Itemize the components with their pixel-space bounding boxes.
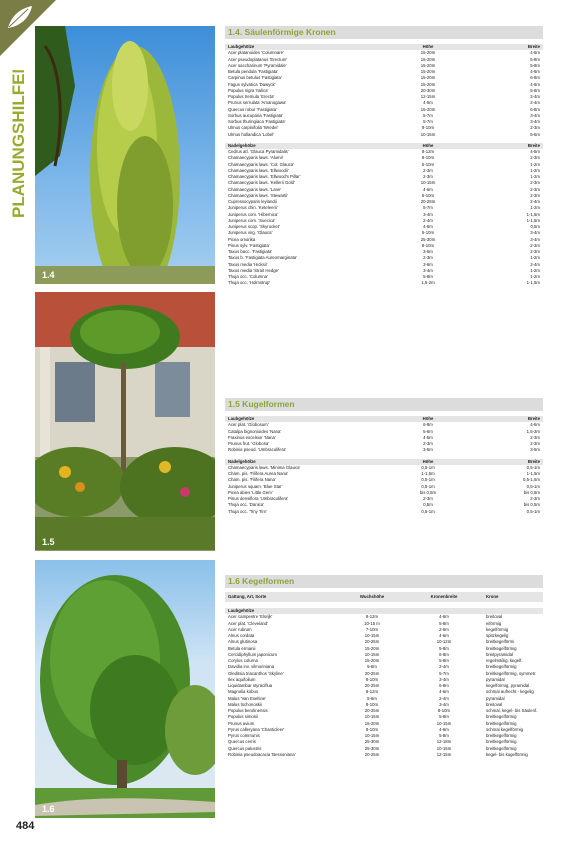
growth-height: 15-20m (364, 645, 380, 651)
crown-shape: breitpyramidal (486, 651, 513, 657)
height-value: bis 0,5m (419, 489, 437, 495)
plant-name: Ilex aquifolium (228, 676, 256, 682)
height-value: 8-10m (421, 242, 435, 248)
photo-ball-tree (35, 292, 215, 551)
photo-columnar-tree (35, 26, 215, 284)
crown-shape: schmal kegelförmig (486, 726, 524, 732)
growth-height: 10-15m (364, 633, 380, 638)
growth-height: 15-20m (364, 658, 380, 663)
growth-height: 10-15m (364, 714, 380, 720)
crown-width: 2-5m (439, 626, 449, 632)
width-value: 2-3m (530, 249, 540, 254)
header-cell: Höhe (422, 416, 434, 421)
width-value: 0,5-1m (526, 508, 540, 514)
growth-height: 20-25m (364, 751, 380, 757)
width-value: 4-5m (530, 149, 540, 154)
width-value: 3-4m (530, 230, 540, 236)
plant-name: Davidia inv. vilmoriniana (228, 664, 275, 670)
crown-shape: breitkegelförmig, symmetr. (486, 670, 537, 676)
crown-shape: breitkegelförmig (486, 645, 517, 651)
width-value: 1-2m (530, 267, 540, 273)
crown-width: 5-8m (439, 620, 449, 626)
plant-name: Picea omorika (228, 236, 256, 242)
crown-width: 5-8m (439, 658, 449, 663)
header-cell: Wuchshöhe (359, 594, 385, 599)
crown-shape: kegelförmig (486, 626, 509, 632)
growth-height: 10-15m (364, 651, 380, 657)
header-cell: Nadelgehölze (228, 142, 256, 148)
plant-name: Robinia pseud. 'Umbraculifera' (228, 447, 287, 453)
plant-name: Malus tschonoskii (228, 701, 262, 707)
plant-name: Chamaecyparis laws. 'Alumii' (228, 155, 284, 161)
crown-shape: breitoval (486, 614, 503, 620)
side-title-text: PLANUNGSHILFEN (9, 70, 28, 218)
height-value: 3-6m (423, 261, 433, 267)
growth-height: 20-25m (364, 708, 380, 713)
growth-height: 25-30m (364, 739, 380, 745)
height-value: 20-30m (420, 87, 436, 93)
side-title (2, 70, 32, 220)
height-value: 0,5-1m (421, 483, 435, 489)
plant-name: Taxus media 'Hicksii' (228, 261, 268, 267)
section-saeulenfoermige-kronen (225, 26, 543, 287)
plant-name: Thuja occ. 'Holmstrup' (228, 280, 271, 286)
width-value: 1-2m (530, 274, 540, 279)
plant-name: Robinia pseudoacacia 'Bessoniana' (228, 751, 296, 757)
crown-shape: breitkegelförmig (486, 720, 517, 726)
table-row (225, 509, 543, 515)
width-value: 2-4m (530, 199, 540, 204)
width-value: 3-5m (530, 447, 540, 453)
header-cell: Krone (486, 594, 499, 599)
table-row (225, 280, 543, 286)
plant-name: Sorbus thuringiaca 'Fastigiata' (228, 119, 286, 124)
height-value: 5-10m (421, 192, 435, 198)
width-value: 2-3m (530, 192, 540, 198)
group-label-text: Laubgehölze (228, 608, 255, 613)
plant-name: Alnus cordata (228, 633, 255, 638)
crown-width: 10-15m (436, 720, 452, 726)
plant-name: Betula ermanii (228, 645, 256, 651)
height-value: 4-5m (423, 100, 433, 106)
crown-shape: eiförmig (486, 620, 502, 626)
plant-name: Corylus colurna (228, 658, 258, 663)
crown-width: 10-12m (436, 639, 452, 645)
height-value: 15-20m (420, 106, 436, 112)
growth-height: 20-25m (364, 683, 380, 688)
plant-name: Juniperus virg. 'Glauca' (228, 230, 273, 236)
width-value: 4-6m (530, 81, 540, 87)
plant-name: Acer plat. 'Globosum' (228, 422, 269, 428)
crown-width: 3-4m (439, 701, 449, 707)
width-value: 3-4m (530, 119, 540, 124)
width-value: 2-3m (530, 496, 540, 501)
plant-name: Catalpa bignonioides 'Nana' (228, 428, 282, 434)
height-value: 5-6m (423, 428, 433, 434)
plant-name: Cercidiphyllum japonicum (228, 651, 277, 657)
height-value: 20-28m (420, 199, 436, 204)
growth-height: 5-6m (367, 664, 377, 670)
plant-name: Taxus bacc. 'Fastigiata' (228, 249, 273, 254)
header-cell: Laubgehölze (228, 44, 255, 49)
plant-name: Chamaecyparis laws. 'Ellwoodii' (228, 167, 289, 173)
width-value: 6-8m (530, 106, 540, 112)
width-value: 1-1,5m (526, 280, 540, 286)
width-value: 1-2m (530, 161, 540, 167)
crown-width: 4-6m (439, 689, 449, 695)
plant-name: Picea abies 'Little Gem' (228, 489, 273, 495)
header-cell: Breite (527, 416, 540, 421)
plant-name: Malus 'Van Eseltine' (228, 695, 267, 701)
photo-label: 1.5 (42, 537, 55, 547)
plant-name: Juniperus scop. 'Skyrocket' (228, 224, 280, 229)
table-body (225, 50, 543, 138)
table-laubgehoelze (225, 44, 543, 138)
plant-name: Cham. pis. 'Filifera Aurea Nana' (228, 471, 289, 476)
width-value: 2-3m (530, 125, 540, 131)
growth-height: 10-15m (364, 733, 380, 738)
plant-name: Quercus cerris (228, 739, 256, 745)
height-value: 0,5-1m (421, 464, 435, 470)
header-cell: Kronenbreite (430, 594, 458, 599)
table-body (225, 422, 543, 453)
plant-name: Gleditsia triacanthos 'Skyline' (228, 670, 284, 676)
width-value: 0,5m (530, 224, 540, 229)
header-cell: Breite (527, 44, 540, 49)
crown-width: 4-6m (439, 614, 449, 620)
height-value: 15-20m (420, 75, 436, 81)
width-value: 2-3m (530, 242, 540, 248)
table-laubgehoelze (225, 416, 543, 454)
header-cell: Laubgehölze (228, 416, 255, 421)
height-value: 25-30m (420, 236, 436, 242)
crown-shape: breitkegelförmi (486, 639, 515, 645)
crown-shape: spitzkegelig (486, 633, 509, 638)
width-value: 5-8m (530, 87, 540, 93)
height-value: 3-5m (423, 447, 433, 453)
width-value: 2-4m (530, 94, 540, 99)
plant-name: Chamaecyparis laws. 'Ellwood's Pillar' (228, 174, 301, 179)
plant-name: Acer saccharinum 'Pyramidale' (228, 62, 287, 68)
plant-name: Thuja occ. 'Danica' (228, 502, 265, 508)
height-value: 2-3m (423, 174, 433, 179)
table-row (225, 447, 543, 453)
plant-name: Pinus densiflora 'Umbraculifera' (228, 496, 289, 501)
plant-name: Prunus avium (228, 720, 255, 726)
crown-width: 12-18m (436, 739, 452, 745)
height-value: 8-10m (421, 125, 435, 131)
header-cell: Höhe (422, 44, 434, 49)
plant-name: Thuja occ. 'Columna' (228, 274, 268, 279)
photo-label: 1.6 (42, 804, 55, 814)
table-row (225, 752, 543, 758)
conical-tree-photo (35, 560, 215, 818)
height-value: 1-1,5m (421, 471, 435, 476)
height-value: 0,5-1m (421, 477, 435, 483)
section-title: 1.6 Kegelformen (225, 575, 543, 588)
plant-name: Acer rubrum (228, 626, 252, 632)
crown-shape: breitkegelförmig (486, 714, 517, 720)
height-value: 10-15m (420, 180, 436, 186)
table-body (225, 614, 543, 758)
crown-width: 10-15m (436, 745, 452, 751)
table-row (225, 132, 543, 138)
growth-height: 8-12m (365, 689, 379, 695)
growth-height: 25-30m (364, 745, 380, 751)
plant-name: Cedrus atl. 'Glauca Pyramidalis' (228, 149, 289, 154)
height-value: 8-10m (421, 155, 435, 161)
section-title: 1.5 Kugelformen (225, 398, 543, 411)
height-value: 3-4m (423, 211, 433, 217)
plant-name: Cupressocyparis leylandii (228, 199, 277, 204)
height-value: 15-20m (420, 69, 436, 74)
height-value: 2-3m (423, 255, 433, 261)
width-value: 1-2m (530, 205, 540, 211)
height-value: 2-4m (423, 217, 433, 223)
plant-name: Pyrus communis (228, 733, 260, 738)
width-value: 0,5-1m (526, 464, 540, 470)
growth-height: 8-10m (365, 701, 379, 707)
crown-shape: breitkegelförmig (486, 664, 517, 670)
width-value: 2-3m (530, 434, 540, 440)
height-value: 15-20m (420, 56, 436, 62)
section-kegelformen (225, 575, 543, 758)
plant-name: Juniperus squam. 'Blue Star' (228, 483, 283, 489)
height-value: 1,5-2m (421, 280, 435, 286)
plant-name: Acer pseudoplatanus 'Erectum' (228, 56, 288, 62)
width-value: 1-1,5m (526, 211, 540, 217)
height-value: 5-10m (421, 230, 435, 236)
crown-width: 4-6m (439, 633, 449, 638)
width-value: 1-1,5m (526, 471, 540, 476)
height-value: 12-15m (420, 94, 436, 99)
plant-name: Fagus sylvatica 'Dawyck' (228, 81, 276, 87)
width-value: 2-3m (530, 180, 540, 186)
width-value: 0,5-1,5m (523, 477, 540, 483)
height-value: 3-5m (423, 249, 433, 254)
width-value: 2-4m (530, 261, 540, 267)
plant-name: Acer plat. 'Cleveland' (228, 620, 269, 626)
crown-shape: pyramidal (486, 695, 505, 701)
table-body (225, 465, 543, 515)
width-value: 0,5-1m (526, 483, 540, 489)
plant-name: Populus simonii (228, 714, 259, 720)
crown-shape: breitkegelförmig (486, 739, 517, 745)
crown-width: 6-8m (439, 651, 449, 657)
plant-name: Chamaecyparis laws. 'Kellerii Gold' (228, 180, 295, 186)
width-value: 1-2m (530, 174, 540, 179)
growth-height: 8-10m (365, 726, 379, 732)
plant-name: Alnus glutinosa (228, 639, 258, 645)
height-value: 5-7m (423, 119, 433, 124)
width-value: 6-8m (530, 75, 540, 81)
plant-name: Populus nigra 'Italica' (228, 87, 269, 93)
photo-label: 1.4 (42, 270, 55, 280)
header-cell: Höhe (422, 458, 434, 464)
photo-conical-tree (35, 560, 215, 818)
plant-name: Chamaecyparis laws. 'Stewartii' (228, 192, 289, 198)
crown-shape: pyramidal (486, 676, 505, 682)
width-value: 4-6m (530, 69, 540, 74)
plant-name: Acer campestre 'Elsrijk' (228, 614, 273, 620)
height-value: 8-12m (421, 149, 435, 154)
width-value: bis 0,5m (523, 489, 540, 495)
plant-name: Populus tremula 'Erecta' (228, 94, 275, 99)
crown-width: 5-7m (439, 670, 449, 676)
growth-height: 8-10m (365, 676, 379, 682)
plant-name: Chamaecyparis laws. 'Lane' (228, 186, 282, 192)
header-cell: Nadelgehölze (228, 458, 256, 464)
width-value: 5-6m (530, 131, 540, 137)
plant-name: Acer platanoides 'Columnare' (228, 50, 284, 56)
height-value: 2-3m (423, 167, 433, 173)
height-value: 4-6m (423, 224, 433, 229)
plant-name: Populus berolinensis (228, 708, 268, 713)
plant-name: Betula pendula 'Fastigiata' (228, 69, 279, 74)
height-value: 2-3m (423, 441, 433, 446)
plant-name: Prunus frut. 'Globosa' (228, 441, 270, 446)
height-value: 4-6m (423, 186, 433, 192)
crown-shape: schmal, kegel- bis Säulenf. (486, 708, 538, 713)
width-value: 2-3m (530, 155, 540, 161)
plant-name: Prunus serrulata 'Amanogawa' (228, 100, 287, 106)
crown-width: 5-8m (439, 733, 449, 738)
width-value: 4-6m (530, 422, 540, 428)
growth-height: 20-25m (364, 639, 380, 645)
height-value: 0,5m (423, 502, 433, 508)
plant-name: Carpinus betulus 'Fastigiata' (228, 75, 282, 81)
plant-name: Juniperus com. 'Hibernica' (228, 211, 279, 217)
crown-shape: kegel- bis kugelförmig (486, 751, 528, 757)
crown-width: 12-15m (436, 751, 452, 757)
plant-name: Pinus sylv. 'Fastigiata' (228, 242, 270, 248)
crown-width: 6-8m (439, 683, 449, 688)
growth-height: 7-10m (365, 626, 379, 632)
growth-height: 5-6m (367, 695, 377, 701)
growth-height: 8-12m (365, 614, 379, 620)
crown-width: 4-6m (439, 726, 449, 732)
width-value: 1-2m (530, 167, 540, 173)
plant-name: Thuja occ. 'Tiny Tim' (228, 508, 267, 514)
width-value: 2-3m (530, 441, 540, 446)
header-cell: Breite (527, 142, 540, 148)
crown-width: 3-4m (439, 676, 449, 682)
plant-name: Chamaecyparis laws. 'Minima Glauca' (228, 464, 301, 470)
height-value: 10-15m (420, 131, 436, 137)
width-value: 4-6m (530, 50, 540, 56)
plant-name: Chamaecyparis laws. 'Col. Glauca' (228, 161, 295, 167)
plant-name: Pyrus calleryana 'Chanticleer' (228, 726, 285, 732)
height-value: 15-20m (420, 50, 436, 56)
plant-name: Ulmus carpinifolia 'Wredei' (228, 125, 279, 131)
width-value: bis 0,5m (523, 502, 540, 508)
table-header (225, 592, 543, 602)
crown-shape: breitoval (486, 701, 503, 707)
plant-name: Magnolia kobus (228, 689, 259, 695)
crown-width: 2-4m (439, 695, 449, 701)
plant-name: Liquidambar styraciflua (228, 683, 273, 688)
crown-shape: schmal aufrecht - kegelig (486, 689, 534, 695)
width-value: 1-1,5m (526, 217, 540, 223)
width-value: 5-8m (530, 56, 540, 62)
table-nadelgehoelze (225, 143, 543, 287)
plant-name: Juniperus com. 'Suecica' (228, 217, 276, 223)
width-value: 1,5-3m (526, 428, 540, 434)
plant-name: Quercus palustris (228, 745, 262, 751)
plant-name: Taxus b. 'Fastigiata Aureomarginata' (228, 255, 297, 261)
width-value: 1-2m (530, 255, 540, 261)
header-cell: Breite (527, 458, 540, 464)
height-value: 0,5-1m (421, 508, 435, 514)
growth-height: 10-15 m (364, 620, 380, 626)
plant-name: Cham. pis. 'Filifera Nana' (228, 477, 276, 483)
plant-name: Fraxinus excelsior 'Nana' (228, 434, 276, 440)
height-value: 3-4m (423, 267, 433, 273)
crown-width: 8-10m (437, 708, 451, 713)
crown-shape: kegelförmig, pyramidal (486, 683, 530, 688)
width-value: 2-3m (530, 186, 540, 192)
page-number: 484 (16, 820, 35, 832)
height-value: 4-5m (423, 434, 433, 440)
plant-name: Ulmus hollandica 'Lobel' (228, 131, 275, 137)
plant-name: Taxus media 'Strait Hedge' (228, 267, 279, 273)
section-kugelformen (225, 398, 543, 515)
height-value: 6-8m (423, 422, 433, 428)
width-value: 3-4m (530, 112, 540, 118)
growth-height: 20-25m (364, 670, 380, 676)
width-value: 3-4m (530, 236, 540, 242)
ball-tree-garden-photo (35, 292, 215, 550)
crown-shape: breitkegelförmig (486, 733, 517, 738)
plant-name: Sorbus aucuparia 'Fastigiata' (228, 112, 284, 118)
height-value: 5-10m (421, 161, 435, 167)
height-value: 2-3m (423, 496, 433, 501)
crown-width: 5-8m (439, 645, 449, 651)
height-value: 5-7m (423, 112, 433, 118)
plant-name: Juniperus chin. 'Keteleerii' (228, 205, 278, 211)
crown-width: 2-4m (439, 664, 449, 670)
width-value: 2-4m (530, 100, 540, 106)
height-value: 15-20m (420, 81, 436, 87)
plant-name: Quercus robur 'Fastigiata' (228, 106, 277, 112)
columnar-tree-photo (35, 26, 215, 284)
growth-height: 15-20m (364, 720, 380, 726)
crown-shape: regelmäßig, kegelf. (486, 658, 523, 663)
table-body (225, 149, 543, 287)
section-title: 1.4. Säulenförmige Kronen (225, 26, 543, 39)
header-cell: Gattung, Art, Sorte (228, 594, 267, 599)
height-value: 5-7m (423, 205, 433, 211)
crown-shape: breitkegelförmig (486, 745, 517, 751)
table-nadelgehoelze (225, 459, 543, 515)
height-value: 15-20m (420, 62, 436, 68)
width-value: 5-8m (530, 62, 540, 68)
height-value: 5-8m (423, 274, 433, 279)
header-cell: Höhe (422, 142, 434, 148)
crown-width: 5-8m (439, 714, 449, 720)
